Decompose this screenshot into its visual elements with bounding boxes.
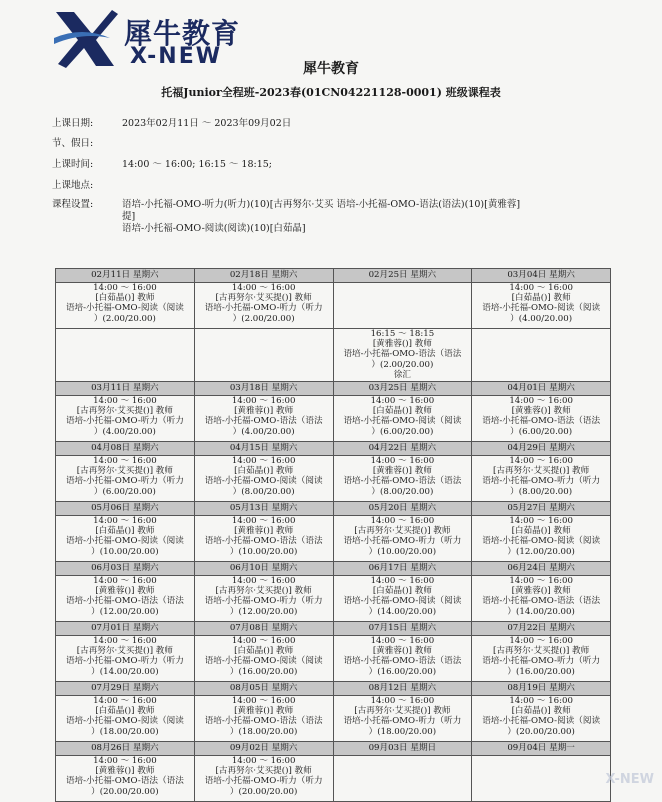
session-line: [古再努尔·艾买提()] 教师: [76, 646, 173, 657]
session-line: ）(4.00/20.00): [232, 426, 295, 437]
session-cell: [194, 636, 333, 682]
session-line: 语培-小托福-OMO-语法（语法: [482, 596, 601, 607]
date-header: 05月13日 星期六: [194, 502, 333, 516]
session-line: [黄雅蓉()] 教师: [234, 406, 294, 417]
field-label: 上课日期:: [52, 118, 94, 129]
date-header: 07月29日 星期六: [56, 682, 195, 696]
session-cell: [194, 696, 333, 742]
session-line: 语培-小托福-OMO-听力（听力: [482, 656, 601, 667]
session-line: ）(12.00/20.00): [229, 606, 298, 617]
course-line: 语培-小托福-OMO-听力(听力)(10)[古再努尔·艾买 语培-小托福-OMO-语法(语法)(10)[黄雅蓉]: [122, 199, 521, 210]
session-line: 语培-小托福-OMO-听力（听力: [482, 476, 601, 487]
session-line: [古再努尔·艾买提()] 教师: [76, 466, 173, 477]
date-header: 05月06日 星期六: [56, 502, 195, 516]
session-cell: [194, 756, 333, 802]
date-header: 08月26日 星期六: [56, 742, 195, 756]
session-cell: [194, 576, 333, 622]
session-line: [白茹晶()] 教师: [95, 526, 155, 537]
session-line: 14:00 ～ 16:00: [509, 576, 573, 586]
session-line: ）(8.00/20.00): [371, 486, 434, 497]
session-cell: [56, 636, 195, 682]
session-line: [白茹晶()] 教师: [95, 293, 155, 304]
watermark: X-NEW: [605, 772, 654, 787]
session-line: 语培-小托福-OMO-阅读（阅读: [204, 476, 323, 487]
session-line: [白茹晶()] 教师: [234, 466, 294, 477]
course-line: 提]: [122, 211, 136, 222]
session-line: 14:00 ～ 16:00: [93, 516, 157, 526]
session-line: ）(14.00/20.00): [91, 666, 159, 677]
session-line: ）(14.00/20.00): [507, 606, 575, 617]
session-line: [白茹晶()] 教师: [511, 706, 571, 717]
schedule-row: [56, 516, 611, 562]
session-line: 徐汇: [393, 369, 411, 380]
session-line: [黄雅蓉()] 教师: [372, 646, 432, 657]
session-line: 14:00 ～ 16:00: [231, 696, 296, 706]
date-header: 07月01日 星期六: [56, 622, 195, 636]
session-line: ）(14.00/20.00): [368, 606, 437, 617]
session-line: 16:15 ～ 18:15: [370, 329, 435, 339]
session-cell: [56, 283, 195, 329]
session-line: 14:00 ～ 16:00: [509, 696, 573, 706]
date-header: 06月03日 星期六: [56, 562, 195, 576]
session-line: ）(2.00/20.00): [232, 313, 295, 324]
session-line: ）(20.00/20.00): [91, 786, 159, 797]
field-value: 2023年02月11日 ～ 2023年09月02日: [122, 118, 292, 129]
session-line: ）(20.00/20.00): [229, 786, 298, 797]
session-cell: [194, 283, 333, 329]
session-line: ）(16.00/20.00): [229, 666, 298, 677]
session-line: ）(2.00/20.00): [93, 313, 156, 324]
schedule-row: [56, 576, 611, 622]
session-line: 14:00 ～ 16:00: [509, 283, 573, 293]
session-line: 14:00 ～ 16:00: [93, 696, 157, 706]
session-line: 14:00 ～ 16:00: [231, 756, 296, 766]
session-line: 语培-小托福-OMO-听力（听力: [204, 596, 323, 607]
session-line: ）(4.00/20.00): [510, 313, 573, 324]
date-header: 03月11日 星期六: [56, 382, 195, 396]
session-line: 语培-小托福-OMO-阅读（阅读: [482, 716, 601, 727]
session-cell: [56, 576, 195, 622]
session-line: 语培-小托福-OMO-听力（听力: [65, 656, 184, 667]
date-header: 08月12日 星期六: [333, 682, 472, 696]
session-line: [黄雅蓉()] 教师: [372, 466, 432, 477]
field-label: 课程设置:: [52, 199, 94, 210]
session-line: [古再努尔·艾买提()] 教师: [493, 646, 590, 657]
session-line: 语培-小托福-OMO-阅读（阅读: [65, 716, 184, 727]
date-header: 09月02日 星期六: [194, 742, 333, 756]
session-cell: [333, 756, 472, 802]
session-line: 语培-小托福-OMO-阅读（阅读: [204, 656, 323, 667]
schedule-header-row: [56, 382, 611, 396]
session-cell: [472, 283, 611, 329]
session-line: 14:00 ～ 16:00: [370, 696, 435, 706]
course-settings: [52, 199, 572, 235]
session-line: [古再努尔·艾买提()] 教师: [215, 766, 312, 777]
session-cell: [56, 696, 195, 742]
session-cell: [472, 756, 611, 802]
session-line: ）(8.00/20.00): [232, 486, 295, 497]
session-cell: [194, 396, 333, 442]
session-line: 14:00 ～ 16:00: [370, 576, 435, 586]
session-line: 14:00 ～ 16:00: [231, 576, 296, 586]
date-header: 09月04日 星期一: [472, 742, 611, 756]
session-cell: [333, 329, 472, 382]
session-line: 语培-小托福-OMO-语法（语法: [204, 716, 323, 727]
session-line: ）(16.00/20.00): [368, 666, 437, 677]
session-line: ）(20.00/20.00): [507, 726, 575, 737]
session-line: 语培-小托福-OMO-语法（语法: [65, 776, 184, 787]
session-line: 14:00 ～ 16:00: [231, 283, 296, 293]
session-line: 14:00 ～ 16:00: [93, 456, 157, 466]
session-cell: [194, 329, 333, 382]
schedule-header-row: [56, 269, 611, 283]
session-line: ）(12.00/20.00): [91, 606, 159, 617]
date-header: 03月25日 星期六: [333, 382, 472, 396]
session-cell: [56, 456, 195, 502]
session-line: [黄雅蓉()] 教师: [511, 586, 571, 597]
session-line: 语培-小托福-OMO-阅读（阅读: [482, 536, 601, 547]
session-line: [白茹晶()] 教师: [372, 406, 432, 417]
session-line: 14:00 ～ 16:00: [231, 456, 296, 466]
session-line: [黄雅蓉()] 教师: [95, 586, 155, 597]
session-cell: [472, 516, 611, 562]
session-line: 14:00 ～ 16:00: [93, 636, 157, 646]
schedule-row: [56, 456, 611, 502]
session-line: 语培-小托福-OMO-阅读（阅读: [65, 536, 184, 547]
schedule-row: [56, 329, 611, 382]
field-time: [52, 156, 272, 170]
schedule-row: [56, 283, 611, 329]
session-line: [黄雅蓉()] 教师: [372, 339, 432, 350]
session-line: 语培-小托福-OMO-阅读（阅读: [343, 416, 462, 427]
session-line: [白茹晶()] 教师: [372, 586, 432, 597]
session-line: 语培-小托福-OMO-阅读（阅读: [65, 303, 184, 314]
session-line: 语培-小托福-OMO-阅读（阅读: [343, 596, 462, 607]
session-line: 14:00 ～ 16:00: [370, 456, 435, 466]
session-cell: [194, 516, 333, 562]
session-line: 语培-小托福-OMO-听力（听力: [343, 536, 462, 547]
session-line: 语培-小托福-OMO-听力（听力: [204, 776, 323, 787]
session-line: 14:00 ～ 16:00: [509, 516, 573, 526]
field-value: 14:00 ～ 16:00; 16:15 ～ 18:15;: [122, 159, 273, 170]
session-line: ）(12.00/20.00): [507, 546, 575, 557]
session-line: ）(18.00/20.00): [91, 726, 159, 737]
session-cell: [333, 283, 472, 329]
date-header: 07月08日 星期六: [194, 622, 333, 636]
session-line: 14:00 ～ 16:00: [509, 396, 573, 406]
schedule-header-row: [56, 622, 611, 636]
session-cell: [472, 456, 611, 502]
session-line: ）(16.00/20.00): [507, 666, 575, 677]
session-line: 14:00 ～ 16:00: [509, 636, 573, 646]
session-line: 语培-小托福-OMO-语法（语法: [343, 476, 462, 487]
date-header: 04月08日 星期六: [56, 442, 195, 456]
session-line: [白茹晶()] 教师: [511, 293, 571, 304]
session-cell: [472, 636, 611, 682]
field-label: 节、假日:: [52, 138, 94, 149]
session-cell: [333, 636, 472, 682]
date-header: 06月17日 星期六: [333, 562, 472, 576]
session-line: ）(18.00/20.00): [229, 726, 298, 737]
session-line: 语培-小托福-OMO-听力（听力: [343, 716, 462, 727]
session-line: ）(10.00/20.00): [229, 546, 298, 557]
schedule-row: [56, 636, 611, 682]
session-line: ）(6.00/20.00): [510, 426, 573, 437]
session-line: [古再努尔·艾买提()] 教师: [493, 466, 590, 477]
session-line: 14:00 ～ 16:00: [93, 396, 157, 406]
date-header: 02月18日 星期六: [194, 269, 333, 283]
session-line: 语培-小托福-OMO-语法（语法: [65, 596, 184, 607]
session-line: ）(4.00/20.00): [93, 426, 156, 437]
date-header: 03月18日 星期六: [194, 382, 333, 396]
session-line: ）(8.00/20.00): [510, 486, 573, 497]
session-line: ）(10.00/20.00): [368, 546, 437, 557]
session-cell: [194, 456, 333, 502]
schedule-row: [56, 696, 611, 742]
session-cell: [333, 696, 472, 742]
date-header: 06月10日 星期六: [194, 562, 333, 576]
field-label: 上课地点:: [52, 180, 94, 191]
logo-en-text: X-NEW: [130, 44, 223, 69]
session-cell: [472, 329, 611, 382]
schedule-header-row: [56, 562, 611, 576]
session-cell: [56, 516, 195, 562]
session-line: 14:00 ～ 16:00: [93, 283, 157, 293]
date-header: 08月05日 星期六: [194, 682, 333, 696]
session-line: [白茹晶()] 教师: [511, 526, 571, 537]
session-cell: [472, 576, 611, 622]
session-line: 语培-小托福-OMO-语法（语法: [204, 416, 323, 427]
session-line: [黄雅蓉()] 教师: [511, 406, 571, 417]
session-line: 14:00 ～ 16:00: [93, 756, 157, 766]
page-title: 托福Junior全程班-2023春(01CN04221128-0001) 班级课程表: [161, 86, 501, 99]
date-header: 06月24日 星期六: [472, 562, 611, 576]
session-cell: [472, 696, 611, 742]
session-line: 语培-小托福-OMO-语法（语法: [343, 656, 462, 667]
session-cell: [56, 396, 195, 442]
course-line: 语培-小托福-OMO-阅读(阅读)(10)[白茹晶]: [122, 223, 306, 234]
field-label: 上课时间:: [52, 159, 94, 170]
session-line: 语培-小托福-OMO-语法（语法: [482, 416, 601, 427]
session-cell: [56, 756, 195, 802]
session-line: [古再努尔·艾买提()] 教师: [215, 586, 312, 597]
session-line: 14:00 ～ 16:00: [231, 516, 296, 526]
session-line: ）(6.00/20.00): [371, 426, 434, 437]
session-cell: [472, 396, 611, 442]
date-header: 02月25日 星期六: [333, 269, 472, 283]
schedule-row: [56, 756, 611, 802]
session-line: [白茹晶()] 教师: [95, 706, 155, 717]
session-line: 语培-小托福-OMO-听力（听力: [204, 303, 323, 314]
session-line: 语培-小托福-OMO-听力（听力: [65, 476, 184, 487]
date-header: 04月29日 星期六: [472, 442, 611, 456]
session-cell: [56, 329, 195, 382]
session-cell: [333, 456, 472, 502]
date-header: 07月15日 星期六: [333, 622, 472, 636]
session-line: [古再努尔·艾买提()] 教师: [215, 293, 312, 304]
session-line: ）(6.00/20.00): [93, 486, 156, 497]
schedule-header-row: [56, 502, 611, 516]
date-header: 05月20日 星期六: [333, 502, 472, 516]
field-dates: [52, 115, 291, 129]
session-line: 14:00 ～ 16:00: [231, 396, 296, 406]
schedule-header-row: [56, 442, 611, 456]
session-line: ）(10.00/20.00): [91, 546, 159, 557]
date-header: 08月19日 星期六: [472, 682, 611, 696]
session-line: 14:00 ～ 16:00: [509, 456, 573, 466]
session-line: ）(18.00/20.00): [368, 726, 437, 737]
schedule-header-row: [56, 742, 611, 756]
date-header: 04月15日 星期六: [194, 442, 333, 456]
session-line: 语培-小托福-OMO-阅读（阅读: [482, 303, 601, 314]
session-line: 14:00 ～ 16:00: [370, 516, 435, 526]
date-header: 05月27日 星期六: [472, 502, 611, 516]
date-header: 09月03日 星期日: [333, 742, 472, 756]
session-line: 语培-小托福-OMO-听力（听力: [65, 416, 184, 427]
date-header: 02月11日 星期六: [56, 269, 195, 283]
session-cell: [333, 576, 472, 622]
session-line: 语培-小托福-OMO-语法（语法: [343, 349, 462, 360]
session-line: [古再努尔·艾买提()] 教师: [354, 526, 451, 537]
session-line: 14:00 ～ 16:00: [370, 636, 435, 646]
session-line: [白茹晶()] 教师: [234, 646, 294, 657]
session-line: 14:00 ～ 16:00: [231, 636, 296, 646]
org-name: 犀牛教育: [303, 61, 359, 77]
session-cell: [333, 516, 472, 562]
session-line: [黄雅蓉()] 教师: [234, 706, 294, 717]
date-header: 07月22日 星期六: [472, 622, 611, 636]
session-cell: [333, 396, 472, 442]
date-header: 04月01日 星期六: [472, 382, 611, 396]
schedule-row: [56, 396, 611, 442]
session-line: [黄雅蓉()] 教师: [95, 766, 155, 777]
session-line: [黄雅蓉()] 教师: [234, 526, 294, 537]
session-line: 14:00 ～ 16:00: [93, 576, 157, 586]
session-line: [古再努尔·艾买提()] 教师: [354, 706, 451, 717]
logo-cn-text: 犀牛教育: [124, 17, 241, 50]
session-line: ）(2.00/20.00): [371, 359, 434, 370]
date-header: 04月22日 星期六: [333, 442, 472, 456]
session-line: 语培-小托福-OMO-语法（语法: [204, 536, 323, 547]
schedule-table: [55, 268, 611, 802]
session-line: 14:00 ～ 16:00: [370, 396, 435, 406]
date-header: 03月04日 星期六: [472, 269, 611, 283]
field-place: [52, 177, 122, 191]
session-line: [古再努尔·艾买提()] 教师: [76, 406, 173, 417]
schedule-header-row: [56, 682, 611, 696]
field-holiday: [52, 135, 122, 149]
